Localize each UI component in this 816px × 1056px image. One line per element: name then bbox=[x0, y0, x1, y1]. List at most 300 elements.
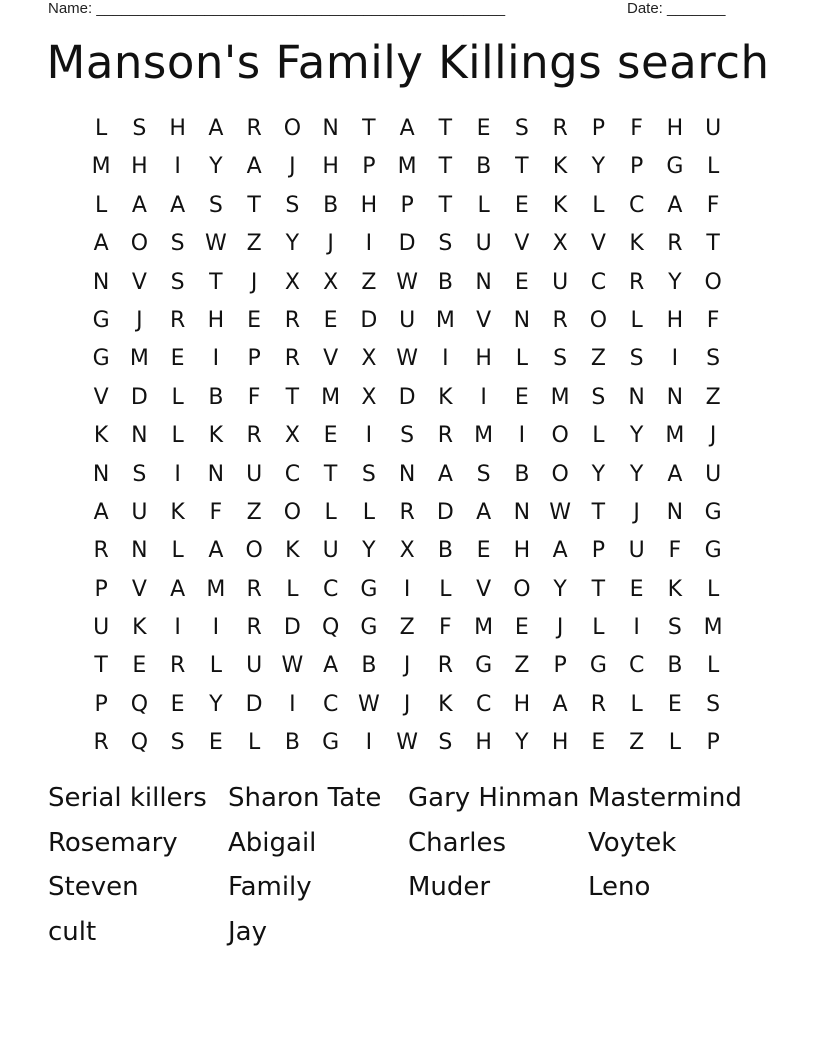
grid-letter: Q bbox=[321, 615, 340, 641]
grid-letter: P bbox=[94, 691, 108, 717]
grid-letter: Z bbox=[514, 653, 530, 679]
grid-letter: N bbox=[513, 499, 531, 525]
grid-letter: P bbox=[362, 154, 376, 180]
grid-letter: U bbox=[131, 499, 148, 525]
grid-letter: R bbox=[169, 307, 186, 333]
grid-letter: O bbox=[589, 307, 608, 333]
grid-letter: R bbox=[246, 423, 262, 449]
grid-letter: V bbox=[131, 576, 147, 602]
grid-letter: Q bbox=[130, 730, 149, 756]
grid-letter: P bbox=[553, 653, 567, 679]
grid-letter: B bbox=[437, 538, 453, 564]
grid-letter: M bbox=[474, 615, 494, 641]
grid-letter: Y bbox=[209, 154, 223, 180]
grid-letter: P bbox=[591, 116, 606, 141]
grid-letter: F bbox=[706, 192, 720, 218]
grid-letter: K bbox=[285, 538, 300, 564]
grid-letter: X bbox=[552, 231, 568, 257]
grid-letter: T bbox=[94, 653, 108, 679]
grid-letter: L bbox=[94, 116, 108, 141]
grid-letter: F bbox=[247, 384, 261, 410]
grid-letter: I bbox=[518, 423, 526, 449]
grid-letter: U bbox=[705, 461, 722, 487]
grid-letter: M bbox=[474, 423, 494, 449]
grid-letter: X bbox=[284, 423, 300, 449]
grid-letter: F bbox=[630, 116, 643, 141]
grid-letter: D bbox=[245, 691, 263, 717]
grid-letter: L bbox=[706, 154, 720, 180]
grid-letter: A bbox=[208, 538, 224, 564]
grid-letter: R bbox=[552, 307, 568, 333]
grid-letter: O bbox=[283, 499, 302, 525]
grid-letter: H bbox=[131, 154, 148, 180]
grid-letter: H bbox=[360, 192, 378, 218]
grid-letter: U bbox=[322, 538, 339, 564]
grid-letter: J bbox=[250, 269, 258, 295]
grid-letter: T bbox=[247, 192, 261, 218]
grid-letter: N bbox=[398, 461, 416, 487]
grid-letter: N bbox=[92, 269, 110, 295]
grid-letter: E bbox=[476, 116, 491, 141]
grid-letter: R bbox=[399, 499, 415, 525]
grid-letter: Z bbox=[590, 346, 606, 372]
grid-letter: T bbox=[285, 384, 300, 410]
grid-letter: S bbox=[208, 192, 223, 218]
grid-letter: Y bbox=[629, 423, 644, 449]
grid-letter: M bbox=[665, 423, 685, 449]
grid-letter: V bbox=[476, 307, 492, 333]
grid-letter: D bbox=[283, 615, 301, 641]
grid-letter: M bbox=[703, 615, 723, 641]
grid-letter: E bbox=[170, 691, 185, 717]
grid-letter: Y bbox=[591, 154, 606, 180]
grid-letter: Y bbox=[591, 461, 606, 487]
grid-letter: J bbox=[327, 231, 334, 257]
grid-letter: W bbox=[204, 231, 227, 257]
grid-letter: T bbox=[209, 269, 223, 295]
grid-letter: S bbox=[706, 346, 721, 372]
grid-letter: Z bbox=[705, 384, 721, 410]
grid-letter: E bbox=[514, 384, 529, 410]
grid-letter: B bbox=[323, 192, 339, 218]
grid-letter: A bbox=[208, 116, 224, 141]
grid-letter: I bbox=[174, 615, 181, 641]
grid-letter: S bbox=[476, 461, 491, 487]
word-list-item: Charles bbox=[408, 827, 507, 858]
grid-letter: E bbox=[591, 730, 606, 756]
grid-letter: V bbox=[323, 346, 339, 372]
grid-letter: T bbox=[323, 461, 338, 487]
word-list-item: Muder bbox=[408, 872, 491, 903]
grid-letter: C bbox=[322, 576, 339, 602]
grid-letter: N bbox=[322, 116, 339, 141]
grid-letter: N bbox=[513, 307, 531, 333]
grid-letter: X bbox=[284, 269, 300, 295]
grid-letter: Y bbox=[629, 461, 644, 487]
grid-letter: D bbox=[398, 384, 416, 410]
grid-letter: T bbox=[591, 499, 606, 525]
grid-letter: H bbox=[475, 346, 492, 372]
grid-letter: J bbox=[709, 423, 717, 449]
grid-letter: Z bbox=[246, 499, 262, 525]
grid-letter: W bbox=[396, 730, 418, 756]
grid-letter: I bbox=[174, 461, 181, 487]
word-list-item: Abigail bbox=[228, 827, 317, 858]
grid-letter: A bbox=[667, 192, 683, 218]
grid-letter: A bbox=[323, 653, 339, 679]
grid-letter: S bbox=[438, 730, 453, 756]
grid-letter: L bbox=[706, 653, 720, 679]
grid-letter: R bbox=[284, 307, 301, 333]
grid-letter: Y bbox=[553, 576, 567, 602]
grid-letter: E bbox=[170, 346, 185, 372]
grid-letter: D bbox=[130, 384, 148, 410]
grid-letter: L bbox=[209, 653, 222, 679]
word-list-item: Serial killers bbox=[48, 783, 207, 813]
grid-letter: X bbox=[361, 346, 377, 372]
grid-letter: R bbox=[284, 346, 301, 372]
grid-letter: L bbox=[630, 307, 643, 333]
grid-letter: A bbox=[170, 576, 186, 602]
grid-letter: L bbox=[668, 730, 681, 756]
grid-letter: S bbox=[706, 691, 721, 717]
grid-letter: W bbox=[357, 691, 380, 717]
grid-letter: T bbox=[515, 154, 529, 180]
grid-letter: W bbox=[549, 499, 571, 525]
grid-letter: J bbox=[403, 653, 411, 679]
word-list-item: Voytek bbox=[588, 827, 677, 858]
name-field-label: Name: _________________________________________________ bbox=[48, 0, 506, 17]
grid-letter: N bbox=[666, 499, 684, 525]
grid-letter: H bbox=[169, 116, 186, 141]
grid-letter: S bbox=[285, 192, 300, 218]
grid-letter: P bbox=[629, 154, 644, 180]
grid-letter: U bbox=[705, 116, 722, 141]
grid-letter: G bbox=[92, 307, 110, 333]
grid-letter: U bbox=[246, 653, 263, 679]
grid-letter: N bbox=[666, 384, 684, 410]
grid-letter: G bbox=[704, 499, 722, 525]
grid-letter: I bbox=[212, 615, 220, 641]
header-line bbox=[48, 0, 740, 20]
grid-letter: I bbox=[403, 576, 411, 602]
grid-letter: B bbox=[514, 461, 530, 487]
grid-letter: G bbox=[360, 615, 378, 641]
grid-letter: A bbox=[131, 192, 147, 218]
word-list-item: Steven bbox=[48, 872, 139, 903]
grid-letter: O bbox=[130, 231, 149, 257]
grid-letter: S bbox=[438, 231, 453, 257]
grid-letter: H bbox=[513, 691, 531, 717]
grid-letter: E bbox=[323, 307, 338, 333]
grid-letter: G bbox=[704, 538, 722, 564]
grid-letter: I bbox=[671, 346, 679, 372]
word-list-item: Gary Hinman bbox=[408, 783, 580, 813]
grid-letter: Y bbox=[515, 730, 529, 756]
grid-letter: A bbox=[552, 691, 568, 717]
grid-letter: S bbox=[667, 615, 682, 641]
grid-letter: M bbox=[321, 384, 341, 410]
grid-letter: L bbox=[362, 499, 375, 525]
grid-letter: R bbox=[437, 653, 454, 679]
grid-letter: H bbox=[475, 730, 492, 756]
grid-letter: W bbox=[281, 653, 304, 679]
grid-letter: V bbox=[131, 269, 147, 295]
grid-letter: K bbox=[438, 691, 453, 717]
grid-letter: P bbox=[247, 346, 261, 372]
grid-letter: K bbox=[629, 231, 644, 257]
grid-letter: C bbox=[322, 691, 339, 717]
grid-letter: L bbox=[94, 192, 108, 218]
grid-letter: N bbox=[207, 461, 225, 487]
grid-letter: L bbox=[247, 730, 261, 756]
word-list-item: Jay bbox=[228, 916, 267, 947]
grid-letter: H bbox=[322, 154, 339, 180]
grid-letter: S bbox=[170, 231, 185, 257]
grid-letter: E bbox=[208, 730, 223, 756]
grid-letter: E bbox=[514, 192, 529, 218]
grid-letter: J bbox=[556, 615, 564, 641]
grid-letter: B bbox=[667, 653, 683, 679]
word-list-item: cult bbox=[48, 916, 97, 947]
grid-letter: L bbox=[592, 615, 605, 641]
grid-letter: L bbox=[439, 576, 452, 602]
grid-letter: X bbox=[361, 384, 377, 410]
grid-letter: X bbox=[323, 269, 339, 295]
grid-letter: L bbox=[286, 576, 299, 602]
grid-letter: T bbox=[706, 231, 720, 257]
grid-letter: U bbox=[93, 615, 110, 641]
grid-letter: M bbox=[550, 384, 570, 410]
grid-letter: K bbox=[552, 154, 568, 180]
word-list-item: Sharon Tate bbox=[228, 783, 382, 813]
grid-letter: H bbox=[207, 307, 225, 333]
grid-letter: G bbox=[322, 730, 340, 756]
grid-letter: A bbox=[399, 116, 415, 141]
grid-letter: Z bbox=[629, 730, 645, 756]
grid-letter: R bbox=[246, 576, 262, 602]
grid-letter: N bbox=[92, 461, 110, 487]
grid-letter: Y bbox=[285, 231, 300, 257]
grid-letter: H bbox=[513, 538, 531, 564]
grid-letter: U bbox=[552, 269, 569, 295]
grid-letter: C bbox=[628, 653, 645, 679]
grid-letter: R bbox=[169, 653, 186, 679]
grid-letter: Z bbox=[361, 269, 377, 295]
grid-letter: I bbox=[633, 615, 640, 641]
word-list-item: Mastermind bbox=[588, 783, 742, 813]
grid-letter: O bbox=[283, 116, 302, 141]
grid-letter: S bbox=[132, 116, 147, 141]
grid-letter: E bbox=[323, 423, 338, 449]
grid-letter: V bbox=[514, 231, 530, 257]
grid-letter: T bbox=[438, 116, 453, 141]
grid-letter: R bbox=[93, 538, 109, 564]
grid-letter: L bbox=[171, 538, 184, 564]
grid-letter: S bbox=[170, 269, 185, 295]
grid-letter: I bbox=[480, 384, 487, 410]
grid-letter: L bbox=[171, 423, 184, 449]
grid-letter: P bbox=[706, 730, 720, 756]
grid-letter: S bbox=[514, 116, 529, 141]
date-field-label: Date: _______ bbox=[627, 0, 726, 17]
grid-letter: K bbox=[93, 423, 109, 449]
grid-letter: S bbox=[400, 423, 415, 449]
grid-letter: K bbox=[170, 499, 185, 525]
grid-letter: H bbox=[551, 730, 569, 756]
word-list-item: Family bbox=[228, 872, 312, 903]
letter-grid bbox=[82, 110, 732, 763]
grid-letter: R bbox=[437, 423, 454, 449]
grid-letter: A bbox=[170, 192, 186, 218]
grid-letter: I bbox=[174, 154, 181, 180]
grid-letter: R bbox=[628, 269, 645, 295]
grid-letter: R bbox=[590, 691, 607, 717]
grid-letter: T bbox=[438, 192, 453, 218]
grid-letter: L bbox=[706, 576, 720, 602]
grid-letter: S bbox=[132, 461, 147, 487]
grid-letter: Z bbox=[399, 615, 415, 641]
grid-letter: D bbox=[398, 231, 416, 257]
grid-letter: K bbox=[208, 423, 224, 449]
grid-letter: F bbox=[209, 499, 223, 525]
grid-letter: N bbox=[131, 538, 148, 564]
grid-letter: K bbox=[438, 384, 453, 410]
grid-letter: Y bbox=[362, 538, 376, 564]
grid-letter: O bbox=[704, 269, 722, 295]
grid-letter: U bbox=[246, 461, 263, 487]
grid-letter: C bbox=[284, 461, 301, 487]
grid-letter: C bbox=[628, 192, 645, 218]
grid-letter: Q bbox=[130, 691, 149, 717]
grid-letter: F bbox=[668, 538, 682, 564]
grid-letter: G bbox=[666, 154, 684, 180]
grid-letter: A bbox=[476, 499, 492, 525]
grid-letter: L bbox=[477, 192, 490, 218]
word-list bbox=[48, 776, 768, 954]
grid-letter: P bbox=[400, 192, 414, 218]
grid-letter: C bbox=[590, 269, 607, 295]
grid-letter: E bbox=[667, 691, 682, 717]
grid-letter: V bbox=[476, 576, 492, 602]
grid-letter: R bbox=[246, 615, 262, 641]
grid-letter: N bbox=[475, 269, 492, 295]
grid-letter: A bbox=[552, 538, 568, 564]
grid-letter: A bbox=[437, 461, 453, 487]
grid-letter: B bbox=[476, 154, 492, 180]
grid-letter: L bbox=[171, 384, 184, 410]
grid-letter: O bbox=[551, 461, 569, 487]
grid-letter: R bbox=[552, 116, 568, 141]
grid-letter: V bbox=[93, 384, 109, 410]
grid-letter: O bbox=[551, 423, 569, 449]
grid-letter: U bbox=[475, 231, 492, 257]
grid-letter: B bbox=[361, 653, 377, 679]
grid-letter: I bbox=[365, 730, 373, 756]
grid-letter: I bbox=[365, 423, 373, 449]
grid-letter: T bbox=[362, 116, 376, 141]
grid-letter: J bbox=[289, 154, 296, 180]
grid-letter: G bbox=[475, 653, 493, 679]
grid-letter: A bbox=[93, 499, 109, 525]
grid-letter: E bbox=[514, 615, 529, 641]
grid-letter: N bbox=[131, 423, 148, 449]
grid-letter: R bbox=[667, 231, 683, 257]
grid-letter: W bbox=[396, 346, 418, 372]
grid-letter: O bbox=[245, 538, 263, 564]
grid-letter: K bbox=[552, 192, 568, 218]
word-list-item: Rosemary bbox=[48, 827, 178, 858]
grid-letter: J bbox=[403, 691, 411, 717]
grid-letter: M bbox=[397, 154, 417, 180]
grid-letter: L bbox=[592, 192, 605, 218]
grid-letter: E bbox=[132, 653, 147, 679]
grid-letter: N bbox=[628, 384, 645, 410]
grid-letter: F bbox=[706, 307, 720, 333]
grid-letter: P bbox=[94, 576, 108, 602]
grid-letter: S bbox=[553, 346, 568, 372]
grid-letter: A bbox=[93, 231, 109, 257]
grid-letter: S bbox=[170, 730, 185, 756]
grid-letter: F bbox=[439, 615, 452, 641]
grid-letter: R bbox=[246, 116, 262, 141]
grid-letter: L bbox=[515, 346, 528, 372]
grid-letter: C bbox=[475, 691, 492, 717]
grid-letter: M bbox=[206, 576, 226, 602]
grid-letter: S bbox=[361, 461, 376, 487]
grid-letter: G bbox=[360, 576, 378, 602]
grid-letter: J bbox=[633, 499, 640, 525]
grid-letter: H bbox=[666, 307, 684, 333]
grid-letter: S bbox=[591, 384, 606, 410]
grid-letter: G bbox=[92, 346, 110, 372]
grid-letter: A bbox=[246, 154, 262, 180]
grid-letter: I bbox=[289, 691, 296, 717]
grid-letter: J bbox=[136, 307, 143, 333]
grid-letter: H bbox=[666, 116, 684, 141]
grid-letter: K bbox=[667, 576, 683, 602]
grid-letter: M bbox=[91, 154, 111, 180]
grid-letter: R bbox=[93, 730, 109, 756]
grid-letter: I bbox=[442, 346, 449, 372]
grid-letter: B bbox=[284, 730, 300, 756]
grid-letter: U bbox=[628, 538, 645, 564]
grid-letter: P bbox=[591, 538, 606, 564]
grid-letter: L bbox=[324, 499, 337, 525]
word-list-item: Leno bbox=[588, 872, 651, 903]
grid-letter: O bbox=[513, 576, 531, 602]
grid-letter: Y bbox=[668, 269, 682, 295]
grid-letter: V bbox=[590, 231, 606, 257]
grid-letter: S bbox=[629, 346, 644, 372]
grid-letter: B bbox=[208, 384, 224, 410]
grid-letter: E bbox=[629, 576, 644, 602]
grid-letter: W bbox=[396, 269, 418, 295]
grid-letter: D bbox=[436, 499, 454, 525]
grid-letter: K bbox=[132, 615, 147, 641]
grid-letter: E bbox=[514, 269, 529, 295]
grid-letter: G bbox=[589, 653, 607, 679]
grid-letter: I bbox=[212, 346, 220, 372]
grid-letter: M bbox=[129, 346, 149, 372]
grid-letter: A bbox=[667, 461, 683, 487]
grid-letter: B bbox=[437, 269, 453, 295]
grid-letter: L bbox=[592, 423, 605, 449]
grid-letter: I bbox=[365, 231, 373, 257]
grid-letter: U bbox=[399, 307, 416, 333]
grid-letter: M bbox=[435, 307, 455, 333]
page-title: Manson's Family Killings search bbox=[46, 36, 770, 89]
